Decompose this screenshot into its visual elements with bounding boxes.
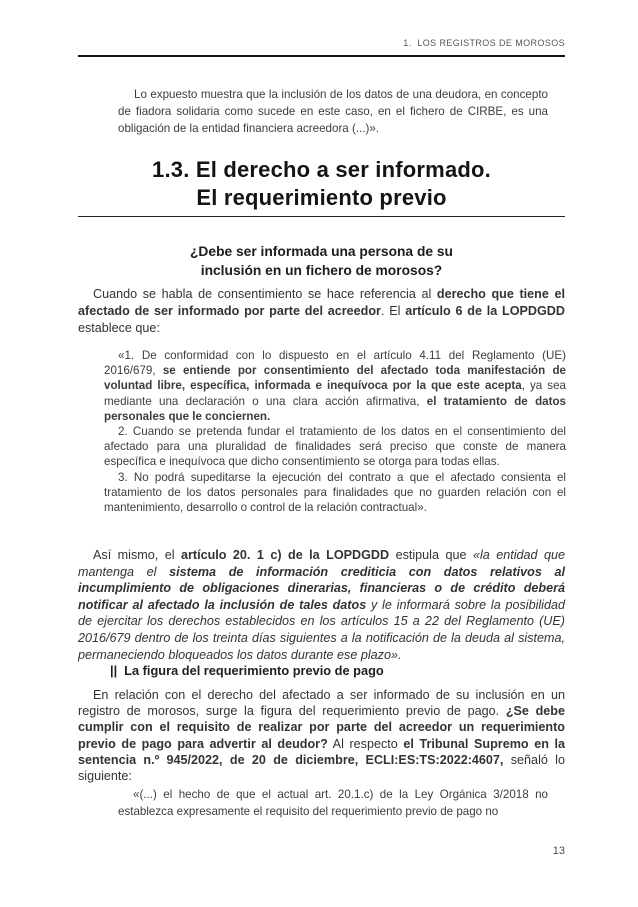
blockquote-article6 (104, 348, 566, 515)
question-heading-line1: ¿Debe ser informada una persona de su (190, 244, 453, 259)
blockquote-paragraph-1: «1. De conformidad con lo dispuesto en el artículo 4.11 del Reglamento (UE) 2016/679, se entiende por consentimiento del afectado toda manifestación de voluntad libre, específica, informada e inequívoca por la que este acepta, ya sea mediante una declaración o una clara acción afirmativa, el tratamiento de datos personales que le conciernen. (104, 349, 566, 423)
section-title (78, 156, 565, 212)
paragraph-requerimiento: En relación con el derecho del afectado a ser informado de su inclusión en un registro de morosos, surge la figura del requerimiento previo de pago. ¿Se debe cumplir con el requisito de realizar por parte del acreedor un requerimiento previo de pago para advertir al deudor? Al respecto el Tribunal Supremo en la sentencia n.º 945/2022, de 20 de diciembre, ECLI:ES:TS:2022:4607, señaló lo siguiente: (78, 688, 565, 784)
section-title-line2: El requerimiento previo (196, 185, 447, 210)
subsection-marker: || (110, 663, 118, 678)
closing-quote-paragraph: «(...) el hecho de que el actual art. 20.1.c) de la Ley Orgánica 3/2018 no establezca expresamente el requisito del requerimiento previo de pago no (118, 788, 548, 818)
paragraph-consent: Cuando se habla de consentimiento se hace referencia al derecho que tiene el afectado de ser informado por parte del acreedor. El artículo 6 de la LOPDGDD establece que: (78, 287, 565, 336)
question-heading-line2: inclusión en un fichero de morosos? (200, 262, 443, 278)
paragraph-article20: Así mismo, el artículo 20. 1 c) de la LOPDGDD estipula que «la entidad que mantenga el sistema de información crediticia con datos relativos al incumplimiento de obligaciones dinerarias, financieras o de crédito deberá notificar al afectado la inclusión de tales datos y le informará sobre la posibilidad de ejercitar los derechos establecidos en los artículos 15 a 22 del Reglamento (UE) 2016/679 dentro de los treinta días siguientes a la notificación de la deuda al sistema, permaneciendo bloqueados los datos durante ese plazo». (78, 548, 565, 662)
header-rule (78, 55, 565, 57)
blockquote-paragraph-3: 3. No podrá supeditarse la ejecución del contrato a que el afectado consienta el tratamiento de los datos personales para finalidades que no guarden relación con el mantenimiento, desarrollo o control de la relación contractual». (104, 470, 566, 515)
blockquote-paragraph-2: 2. Cuando se pretenda fundar el tratamiento de los datos en el consentimiento del afectado para una pluralidad de finalidades será preciso que conste de manera específica e inequívoca que dicho consentimiento se otorga para todas ellas. (104, 425, 566, 469)
title-rule (78, 216, 565, 217)
opening-quote-paragraph: Lo expuesto muestra que la inclusión de los datos de una deudora, en concepto de fiadora solidaria como sucede en este caso, en el fichero de CIRBE, es una obligación de la entidad financiera acreedora (...)». (118, 88, 548, 135)
section-title-line1: 1.3. El derecho a ser informado. (152, 157, 491, 182)
page-number: 13 (552, 845, 565, 857)
subsection-heading (110, 663, 565, 678)
subsection-title: La figura del requerimiento previo de pago (124, 663, 384, 678)
running-header: 1. LOS REGISTROS DE MOROSOS (403, 38, 565, 48)
question-heading (78, 243, 565, 280)
